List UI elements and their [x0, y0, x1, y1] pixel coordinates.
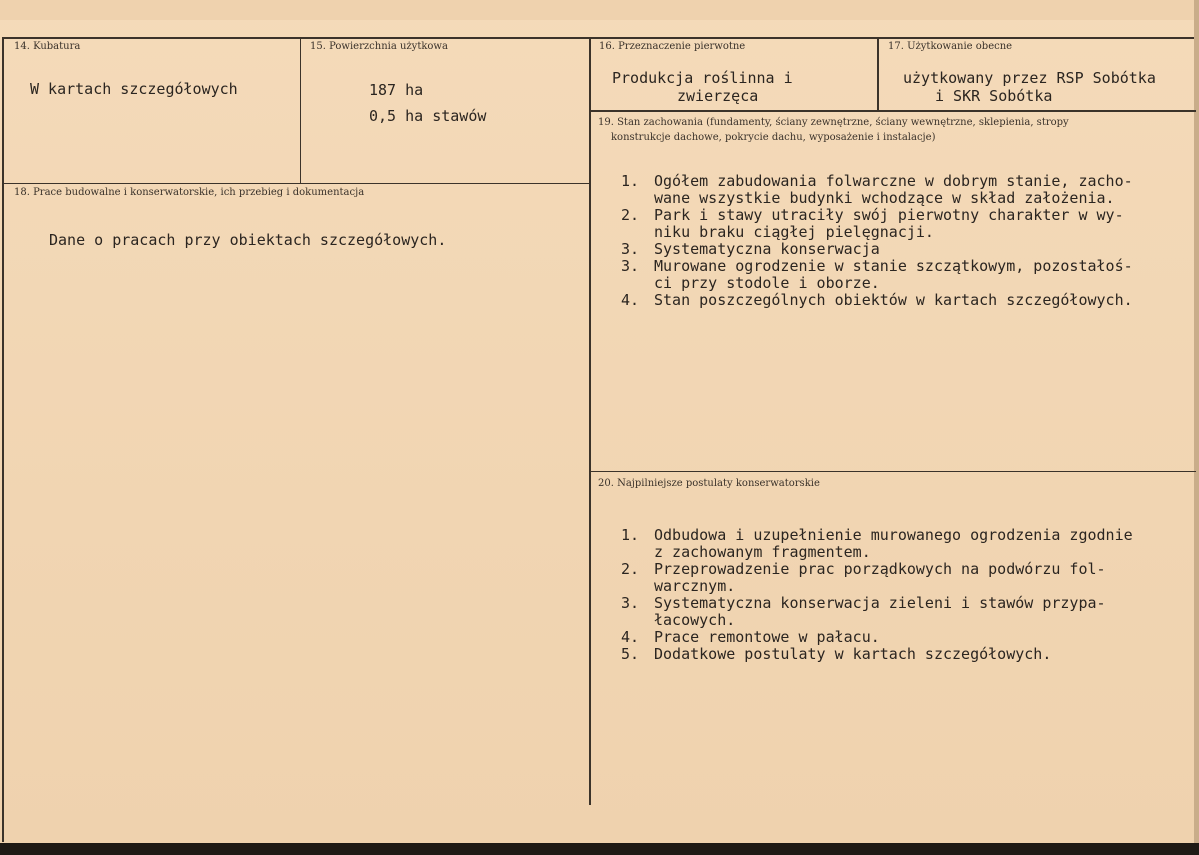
field-15-label: 15. Powierzchnia użytkowa [310, 41, 448, 52]
list-item-number: 3. [621, 257, 640, 275]
list-item-number: 3. [621, 594, 640, 612]
card-bottom-edge [0, 843, 1199, 855]
list-item [621, 241, 1133, 258]
list-item-number: 5. [621, 645, 640, 663]
card-top-edge [0, 0, 1199, 20]
list-item-text: Murowane ogrodzenie w stanie szczątkowym, pozostałoś- ci przy stodole i oborze. [654, 257, 1133, 292]
field-14-value: W kartach szczegółowych [30, 80, 238, 98]
list-item-text: Odbudowa i uzupełnienie murowanego ogrodzenia zgodnie z zachowanym fragmentem. [654, 526, 1133, 561]
rule-left-outer [2, 37, 4, 842]
field-18-label: 18. Prace budowalne i konserwatorskie, ich przebieg i dokumentacja [14, 187, 365, 198]
list-item-text: Park i stawy utraciły swój pierwotny charakter w wy- niku braku ciągłej pielęgnacji. [654, 206, 1124, 241]
list-item-number: 1. [621, 526, 640, 544]
field-19-label-line-2: konstrukcje dachowe, pokrycie dachu, wyposażenie i instalacje) [611, 132, 936, 143]
list-item [621, 561, 1133, 595]
field-17-line-1: użytkowany przez RSP Sobótka [903, 69, 1156, 87]
list-item-number: 2. [621, 560, 640, 578]
field-17-label: 17. Użytkowanie obecne [888, 41, 1013, 52]
field-16-line-2: zwierzęca [677, 87, 759, 105]
list-item-number: 4. [621, 291, 640, 309]
field-16-label: 16. Przeznaczenie pierwotne [599, 41, 746, 52]
field-20-list [621, 527, 1133, 663]
field-15-line-1: 187 ha [369, 81, 424, 99]
rule-v-14-15 [300, 38, 301, 183]
list-item [621, 629, 1133, 646]
card-right-edge [1194, 0, 1199, 855]
list-item-number: 2. [621, 206, 640, 224]
list-item [621, 595, 1133, 629]
list-item-text: Stan poszczególnych obiektów w kartach szczegółowych. [654, 291, 1133, 309]
list-item-text: Dodatkowe postulaty w kartach szczegółowych. [654, 645, 1052, 663]
list-item-text: Ogółem zabudowania folwarczne w dobrym stanie, zacho- wane wszystkie budynki wchodzące w skład założenia. [654, 172, 1133, 207]
list-item [621, 258, 1133, 292]
field-15-line-2: 0,5 ha stawów [369, 107, 487, 125]
list-item [621, 292, 1133, 309]
list-item [621, 207, 1133, 241]
field-14-label: 14. Kubatura [14, 41, 81, 52]
rule-top [2, 37, 1194, 39]
list-item [621, 173, 1133, 207]
field-20-label: 20. Najpilniejsze postulaty konserwatorskie [598, 478, 820, 489]
field-18-value: Dane o pracach przy obiektach szczegółowych. [49, 231, 447, 249]
list-item-number: 3. [621, 240, 640, 258]
rule-h-19-top [590, 110, 1196, 112]
field-19-label-line-1: 19. Stan zachowania (fundamenty, ściany zewnętrzne, ściany wewnętrzne, sklepienia, stropy [598, 117, 1069, 128]
rule-h-18-top [3, 183, 589, 184]
list-item [621, 527, 1133, 561]
field-19-list [621, 173, 1133, 309]
rule-h-20-top [590, 471, 1196, 472]
list-item [621, 646, 1133, 663]
rule-v-16-17 [877, 38, 879, 110]
list-item-number: 1. [621, 172, 640, 190]
list-item-text: Systematyczna konserwacja [654, 240, 880, 258]
list-item-text: Prace remontowe w pałacu. [654, 628, 880, 646]
rule-v-main [589, 38, 591, 805]
list-item-number: 4. [621, 628, 640, 646]
list-item-text: Przeprowadzenie prac porządkowych na podwórzu fol- warcznym. [654, 560, 1106, 595]
field-16-line-1: Produkcja roślinna i [612, 69, 793, 87]
field-17-line-2: i SKR Sobótka [935, 87, 1053, 105]
list-item-text: Systematyczna konserwacja zieleni i stawów przypa- łacowych. [654, 594, 1106, 629]
